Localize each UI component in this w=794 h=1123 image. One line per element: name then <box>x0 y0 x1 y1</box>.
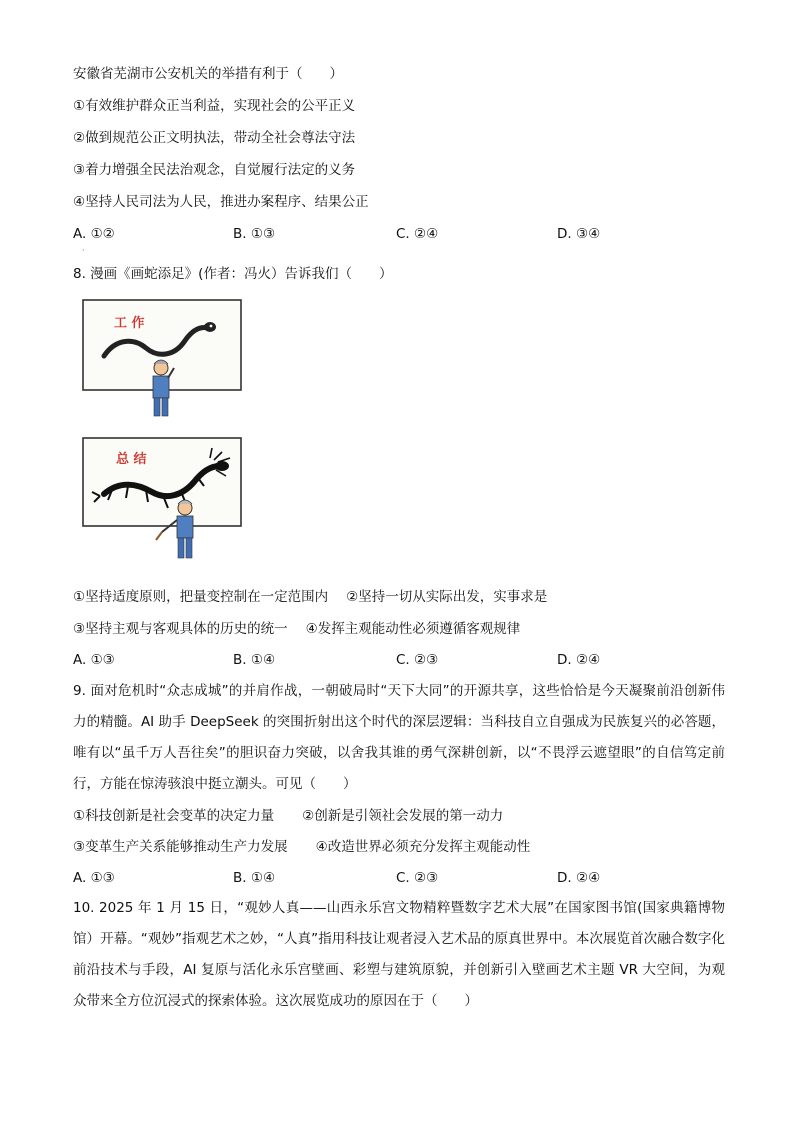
q7-stem: 安徽省芜湖市公安机关的举措有利于（ ） <box>73 66 343 82</box>
q9-option-c: C. ②③ <box>396 870 439 886</box>
q9-item-4: ④改造世界必须充分发挥主观能动性 <box>315 839 531 855</box>
q9-items-row-1 <box>73 806 503 826</box>
q9-item-2: ②创新是引领社会发展的第一动力 <box>302 808 504 824</box>
comic-label-work: 工 作 <box>114 316 145 331</box>
q8-stem: 8. 漫画《画蛇添足》(作者：冯火）告诉我们（ ） <box>73 266 393 282</box>
comic-panel-work <box>82 298 244 420</box>
q8-option-c: C. ②③ <box>396 652 439 668</box>
q9-option-d: D. ②④ <box>557 870 601 886</box>
q9-item-3: ③变革生产关系能够推动生产力发展 <box>73 839 288 855</box>
q8-item-4: ④发挥主观能动性必须遵循客观规律 <box>305 621 521 637</box>
q9-option-b: B. ①④ <box>233 870 276 886</box>
q8-item-2: ②坚持一切从实际出发，实事求是 <box>346 589 548 605</box>
q7-item-4: ④坚持人民司法为人民，推进办案程序、结果公正 <box>73 194 369 210</box>
q7-option-d: D. ③④ <box>557 226 601 242</box>
comic-panel-summary <box>82 436 244 570</box>
q9-stem: 9. 面对危机时“众志成城”的并肩作战，一朝破局时“天下大同”的开源共享，这些恰恰是今天凝聚前沿创新伟力的精髓。AI 助手 DeepSeek 的突围折射出这个时代的深层逻辑：当科技自立自强成为民族复兴的必答题，唯有以“虽千万人吾往矣”的胆识奋力突破，以舍我其谁的勇气深耕创新，以“不畏浮云遮望眼”的自信笃定前行，方能在惊涛骇浪中挺立潮头。可见（ ） <box>73 683 725 792</box>
q10-stem: 10. 2025 年 1 月 15 日，“观妙人真——山西永乐宫文物精粹暨数字艺术大展”在国家图书馆(国家典籍博物馆）开幕。“观妙”指观艺术之妙，“人真”指用科技让观者浸入艺术品的原真世界中。本次展览首次融合数字化前沿技术与手段，AI 复原与活化永乐宫壁画、彩塑与建筑原貌，并创新引入壁画艺术主题 VR 大空间，为观众带来全方位沉浸式的探索体验。这次展览成功的原因在于（ ） <box>73 900 725 1009</box>
q7-option-c: C. ②④ <box>396 226 439 242</box>
q7-option-a: A. ①② <box>73 226 115 242</box>
q8-items-row-2 <box>73 619 520 639</box>
q9-option-a: A. ①③ <box>73 870 115 886</box>
stray-mark: · <box>82 246 85 255</box>
q8-option-d: D. ②④ <box>557 652 601 668</box>
q8-item-3: ③坚持主观与客观具体的历史的统一 <box>73 621 288 637</box>
q7-item-1: ①有效维护群众正当利益，实现社会的公平正义 <box>73 98 356 114</box>
q8-item-1: ①坚持适度原则，把量变控制在一定范围内 <box>73 589 329 605</box>
q7-item-2: ②做到规范公正文明执法，带动全社会尊法守法 <box>73 130 356 146</box>
q9-items-row-2 <box>73 837 530 857</box>
q8-option-b: B. ①④ <box>233 652 276 668</box>
q7-option-b: B. ①③ <box>233 226 276 242</box>
q7-item-3: ③着力增强全民法治观念，自觉履行法定的义务 <box>73 162 356 178</box>
q8-option-a: A. ①③ <box>73 652 115 668</box>
q9-item-1: ①科技创新是社会变革的决定力量 <box>73 808 275 824</box>
comic-label-summary: 总 结 <box>116 452 147 467</box>
q8-items-row-1 <box>73 587 547 607</box>
